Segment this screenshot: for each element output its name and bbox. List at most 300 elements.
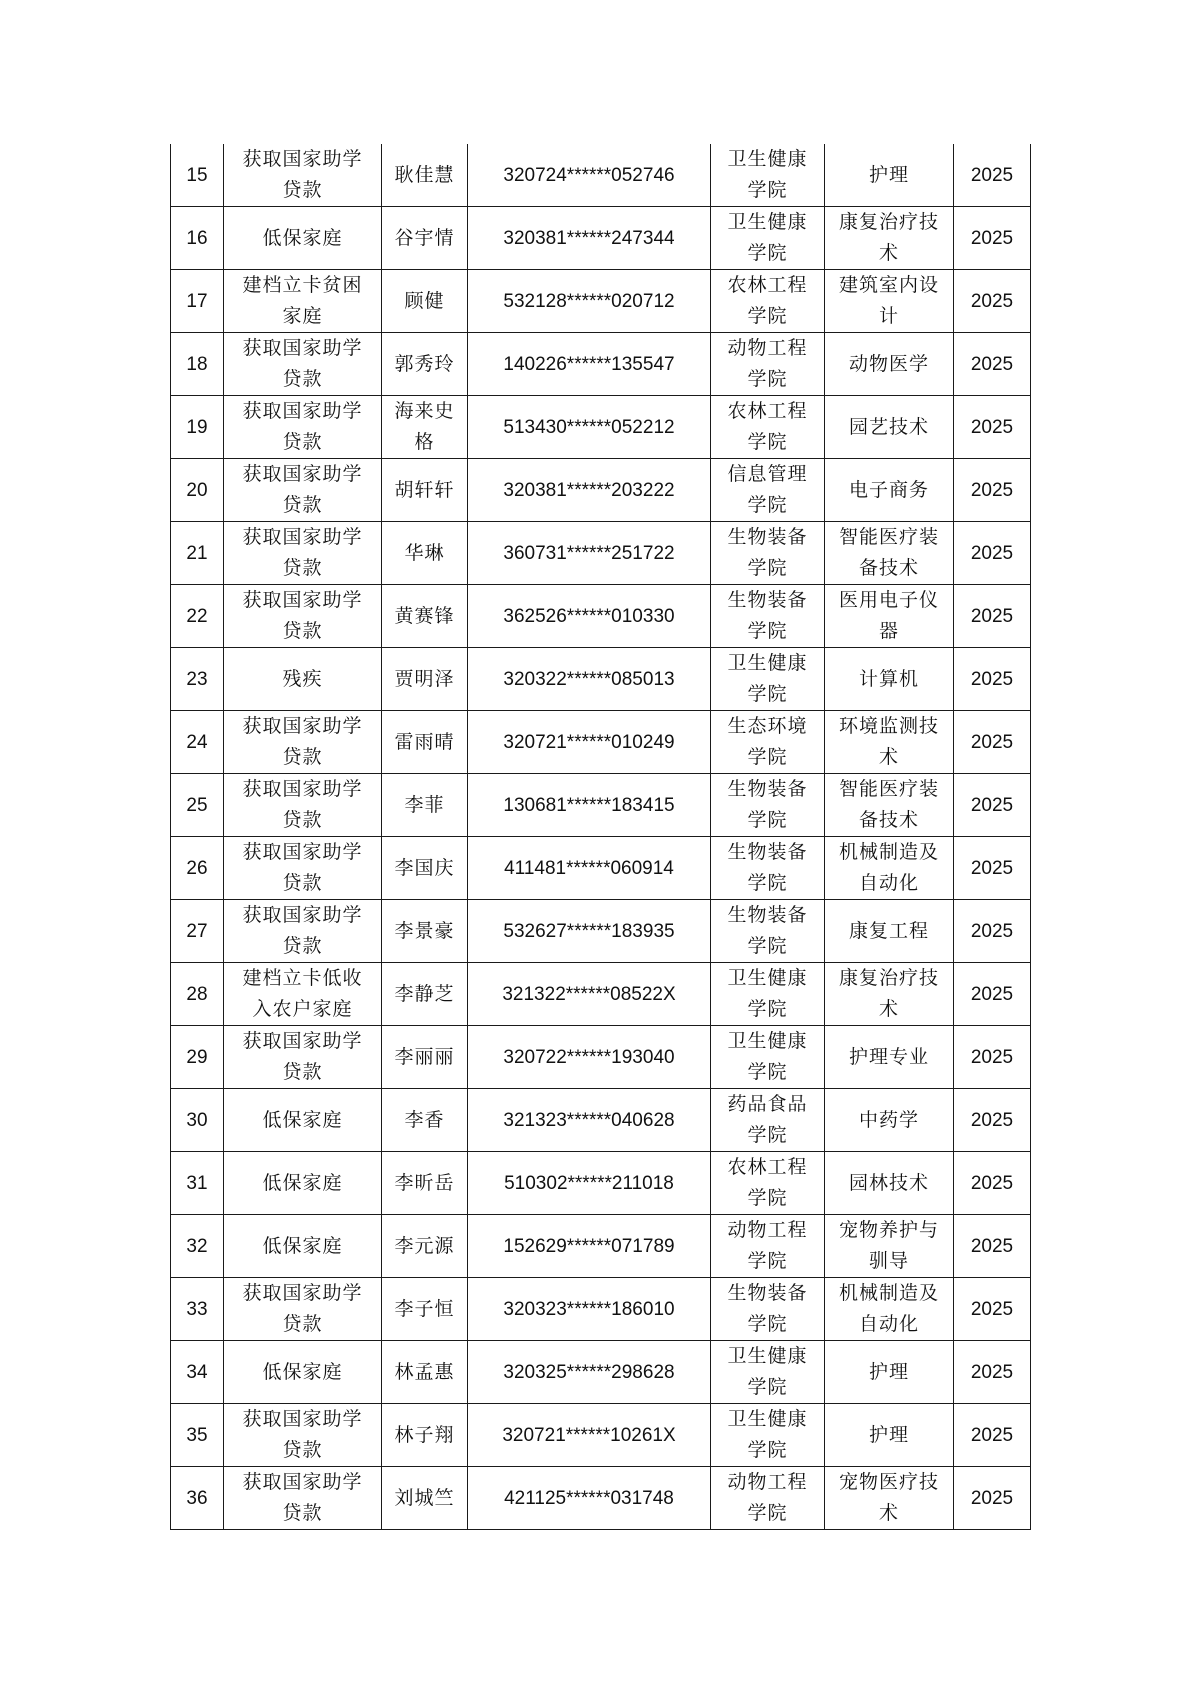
major-line: 术 bbox=[878, 998, 899, 1020]
id-number-cell: 510302******211018 bbox=[468, 1152, 711, 1215]
id-number-cell: 320722******193040 bbox=[468, 1026, 711, 1089]
college-line: 学院 bbox=[747, 1187, 788, 1209]
seq-cell: 27 bbox=[171, 900, 224, 963]
seq-cell: 20 bbox=[171, 459, 224, 522]
category-cell bbox=[224, 1341, 382, 1404]
major-line: 自动化 bbox=[858, 1313, 919, 1335]
category-cell bbox=[224, 270, 382, 333]
college-line: 学院 bbox=[747, 683, 788, 705]
college-cell bbox=[711, 1152, 825, 1215]
year-cell: 2025 bbox=[954, 1152, 1031, 1215]
name-cell bbox=[382, 522, 468, 585]
major-line: 电子商务 bbox=[848, 478, 929, 501]
category-line: 家庭 bbox=[282, 305, 323, 327]
seq-cell: 23 bbox=[171, 648, 224, 711]
category-line: 残疾 bbox=[282, 667, 323, 690]
name-line: 林孟惠 bbox=[394, 1360, 455, 1383]
category-line: 低保家庭 bbox=[262, 1360, 343, 1383]
category-line: 低保家庭 bbox=[262, 1171, 343, 1194]
category-cell bbox=[224, 1089, 382, 1152]
major-cell bbox=[825, 207, 954, 270]
college-line: 学院 bbox=[747, 1250, 788, 1272]
college-cell bbox=[711, 396, 825, 459]
name-line: 李香 bbox=[404, 1108, 445, 1131]
year-cell: 2025 bbox=[954, 522, 1031, 585]
table-row bbox=[171, 1404, 1031, 1467]
college-line: 生物装备 bbox=[727, 841, 808, 863]
college-cell bbox=[711, 1278, 825, 1341]
year-cell: 2025 bbox=[954, 396, 1031, 459]
table-row bbox=[171, 711, 1031, 774]
category-cell bbox=[224, 585, 382, 648]
category-line: 获取国家助学 bbox=[242, 778, 363, 800]
college-line: 卫生健康 bbox=[727, 148, 808, 170]
category-line: 获取国家助学 bbox=[242, 526, 363, 548]
id-number-cell: 411481******060914 bbox=[468, 837, 711, 900]
college-line: 药品食品 bbox=[727, 1093, 808, 1115]
major-cell bbox=[825, 396, 954, 459]
major-line: 康复治疗技 bbox=[838, 967, 939, 989]
seq-cell: 34 bbox=[171, 1341, 224, 1404]
college-line: 生物装备 bbox=[727, 778, 808, 800]
category-cell bbox=[224, 1215, 382, 1278]
name-cell bbox=[382, 1215, 468, 1278]
college-line: 学院 bbox=[747, 1061, 788, 1083]
college-line: 学院 bbox=[747, 1124, 788, 1146]
id-number-cell: 320325******298628 bbox=[468, 1341, 711, 1404]
id-number-cell: 320721******010249 bbox=[468, 711, 711, 774]
category-line: 贷款 bbox=[282, 1313, 323, 1335]
category-line: 获取国家助学 bbox=[242, 148, 363, 170]
name-line: 李子恒 bbox=[394, 1297, 455, 1320]
major-line: 建筑室内设 bbox=[838, 274, 939, 296]
category-cell bbox=[224, 459, 382, 522]
category-line: 低保家庭 bbox=[262, 1108, 343, 1131]
category-cell bbox=[224, 1278, 382, 1341]
name-cell bbox=[382, 459, 468, 522]
category-cell bbox=[224, 207, 382, 270]
college-line: 学院 bbox=[747, 431, 788, 453]
table-row bbox=[171, 774, 1031, 837]
category-line: 贷款 bbox=[282, 179, 323, 201]
table-row bbox=[171, 1089, 1031, 1152]
major-cell bbox=[825, 711, 954, 774]
category-line: 获取国家助学 bbox=[242, 1408, 363, 1430]
college-line: 农林工程 bbox=[727, 400, 808, 422]
category-cell bbox=[224, 837, 382, 900]
major-line: 备技术 bbox=[858, 809, 919, 831]
category-line: 获取国家助学 bbox=[242, 1471, 363, 1493]
college-cell bbox=[711, 522, 825, 585]
name-line: 刘城竺 bbox=[394, 1486, 455, 1509]
id-number-cell: 513430******052212 bbox=[468, 396, 711, 459]
table-body bbox=[171, 144, 1031, 1530]
name-line: 耿佳慧 bbox=[394, 163, 455, 186]
seq-cell: 36 bbox=[171, 1467, 224, 1530]
id-number-cell: 421125******031748 bbox=[468, 1467, 711, 1530]
major-line: 康复治疗技 bbox=[838, 211, 939, 233]
college-cell bbox=[711, 1215, 825, 1278]
major-line: 驯导 bbox=[868, 1250, 909, 1272]
major-line: 园艺技术 bbox=[848, 415, 929, 438]
category-line: 获取国家助学 bbox=[242, 400, 363, 422]
seq-cell: 25 bbox=[171, 774, 224, 837]
name-cell bbox=[382, 585, 468, 648]
id-number-cell: 532128******020712 bbox=[468, 270, 711, 333]
name-cell bbox=[382, 774, 468, 837]
year-cell: 2025 bbox=[954, 144, 1031, 207]
table-row bbox=[171, 1278, 1031, 1341]
college-line: 卫生健康 bbox=[727, 1030, 808, 1052]
table-row bbox=[171, 1341, 1031, 1404]
category-line: 贷款 bbox=[282, 368, 323, 390]
table-row bbox=[171, 1026, 1031, 1089]
year-cell: 2025 bbox=[954, 1278, 1031, 1341]
major-cell bbox=[825, 459, 954, 522]
id-number-cell: 320322******085013 bbox=[468, 648, 711, 711]
name-cell bbox=[382, 837, 468, 900]
major-cell bbox=[825, 1089, 954, 1152]
year-cell: 2025 bbox=[954, 1026, 1031, 1089]
id-number-cell: 362526******010330 bbox=[468, 585, 711, 648]
college-cell bbox=[711, 270, 825, 333]
name-cell bbox=[382, 1152, 468, 1215]
seq-cell: 18 bbox=[171, 333, 224, 396]
college-line: 学院 bbox=[747, 1376, 788, 1398]
college-line: 学院 bbox=[747, 557, 788, 579]
college-line: 学院 bbox=[747, 872, 788, 894]
seq-cell: 30 bbox=[171, 1089, 224, 1152]
category-line: 贷款 bbox=[282, 935, 323, 957]
major-cell bbox=[825, 1404, 954, 1467]
college-line: 生物装备 bbox=[727, 526, 808, 548]
major-line: 动物医学 bbox=[848, 352, 929, 375]
major-cell bbox=[825, 1215, 954, 1278]
major-line: 术 bbox=[878, 1502, 899, 1524]
table-row bbox=[171, 963, 1031, 1026]
college-cell bbox=[711, 1341, 825, 1404]
category-line: 贷款 bbox=[282, 557, 323, 579]
college-line: 卫生健康 bbox=[727, 1345, 808, 1367]
table-row bbox=[171, 900, 1031, 963]
category-cell bbox=[224, 396, 382, 459]
category-line: 低保家庭 bbox=[262, 1234, 343, 1257]
name-cell bbox=[382, 711, 468, 774]
id-number-cell: 320721******10261X bbox=[468, 1404, 711, 1467]
category-line: 贷款 bbox=[282, 1061, 323, 1083]
id-number-cell: 532627******183935 bbox=[468, 900, 711, 963]
college-line: 卫生健康 bbox=[727, 967, 808, 989]
category-line: 贷款 bbox=[282, 809, 323, 831]
name-cell bbox=[382, 270, 468, 333]
category-cell bbox=[224, 963, 382, 1026]
seq-cell: 19 bbox=[171, 396, 224, 459]
seq-cell: 32 bbox=[171, 1215, 224, 1278]
name-cell bbox=[382, 900, 468, 963]
major-line: 医用电子仪 bbox=[838, 589, 939, 611]
year-cell: 2025 bbox=[954, 711, 1031, 774]
name-line: 李丽丽 bbox=[394, 1045, 455, 1068]
seq-cell: 21 bbox=[171, 522, 224, 585]
table-row bbox=[171, 585, 1031, 648]
id-number-cell: 320724******052746 bbox=[468, 144, 711, 207]
major-line: 术 bbox=[878, 242, 899, 264]
major-line: 康复工程 bbox=[848, 919, 929, 942]
year-cell: 2025 bbox=[954, 1341, 1031, 1404]
category-cell bbox=[224, 711, 382, 774]
id-number-cell: 320323******186010 bbox=[468, 1278, 711, 1341]
college-line: 农林工程 bbox=[727, 1156, 808, 1178]
seq-cell: 22 bbox=[171, 585, 224, 648]
major-line: 计 bbox=[878, 305, 899, 327]
seq-cell: 26 bbox=[171, 837, 224, 900]
name-line: 李元源 bbox=[394, 1234, 455, 1257]
major-cell bbox=[825, 963, 954, 1026]
year-cell: 2025 bbox=[954, 963, 1031, 1026]
major-line: 机械制造及 bbox=[838, 1282, 939, 1304]
table-row bbox=[171, 270, 1031, 333]
seq-cell: 15 bbox=[171, 144, 224, 207]
name-line: 顾健 bbox=[404, 289, 445, 312]
category-line: 建档立卡贫困 bbox=[242, 274, 363, 296]
major-line: 术 bbox=[878, 746, 899, 768]
name-line: 谷宇情 bbox=[394, 226, 455, 249]
college-line: 学院 bbox=[747, 305, 788, 327]
major-line: 计算机 bbox=[858, 667, 919, 690]
id-number-cell: 320381******203222 bbox=[468, 459, 711, 522]
category-line: 获取国家助学 bbox=[242, 841, 363, 863]
name-cell bbox=[382, 207, 468, 270]
id-number-cell: 321322******08522X bbox=[468, 963, 711, 1026]
seq-cell: 24 bbox=[171, 711, 224, 774]
table-row bbox=[171, 648, 1031, 711]
year-cell: 2025 bbox=[954, 648, 1031, 711]
seq-cell: 28 bbox=[171, 963, 224, 1026]
major-cell bbox=[825, 648, 954, 711]
name-line: 贾明泽 bbox=[394, 667, 455, 690]
college-line: 卫生健康 bbox=[727, 211, 808, 233]
college-line: 生物装备 bbox=[727, 904, 808, 926]
seq-cell: 31 bbox=[171, 1152, 224, 1215]
year-cell: 2025 bbox=[954, 459, 1031, 522]
college-line: 学院 bbox=[747, 179, 788, 201]
name-line: 胡轩轩 bbox=[394, 478, 455, 501]
college-line: 卫生健康 bbox=[727, 1408, 808, 1430]
table-row bbox=[171, 1152, 1031, 1215]
name-line: 郭秀玲 bbox=[394, 352, 455, 375]
year-cell: 2025 bbox=[954, 585, 1031, 648]
major-cell bbox=[825, 774, 954, 837]
college-cell bbox=[711, 1404, 825, 1467]
name-cell bbox=[382, 1089, 468, 1152]
major-line: 园林技术 bbox=[848, 1171, 929, 1194]
major-cell bbox=[825, 333, 954, 396]
year-cell: 2025 bbox=[954, 774, 1031, 837]
category-line: 贷款 bbox=[282, 620, 323, 642]
major-line: 智能医疗装 bbox=[838, 778, 939, 800]
category-cell bbox=[224, 1467, 382, 1530]
category-line: 获取国家助学 bbox=[242, 904, 363, 926]
college-line: 学院 bbox=[747, 746, 788, 768]
major-line: 护理专业 bbox=[848, 1045, 929, 1068]
major-cell bbox=[825, 144, 954, 207]
major-line: 宠物养护与 bbox=[838, 1219, 939, 1241]
college-line: 学院 bbox=[747, 620, 788, 642]
name-cell bbox=[382, 1026, 468, 1089]
college-cell bbox=[711, 648, 825, 711]
college-cell bbox=[711, 207, 825, 270]
category-line: 获取国家助学 bbox=[242, 589, 363, 611]
college-cell bbox=[711, 711, 825, 774]
name-line: 华琳 bbox=[404, 541, 445, 564]
category-line: 获取国家助学 bbox=[242, 1282, 363, 1304]
id-number-cell: 140226******135547 bbox=[468, 333, 711, 396]
category-line: 贷款 bbox=[282, 746, 323, 768]
major-cell bbox=[825, 1467, 954, 1530]
seq-cell: 17 bbox=[171, 270, 224, 333]
table-row bbox=[171, 837, 1031, 900]
category-cell bbox=[224, 522, 382, 585]
year-cell: 2025 bbox=[954, 333, 1031, 396]
seq-cell: 16 bbox=[171, 207, 224, 270]
table-row bbox=[171, 333, 1031, 396]
college-cell bbox=[711, 774, 825, 837]
major-line: 护理 bbox=[868, 163, 909, 186]
name-line: 李国庆 bbox=[394, 856, 455, 879]
category-cell bbox=[224, 774, 382, 837]
category-line: 贷款 bbox=[282, 1439, 323, 1461]
category-cell bbox=[224, 900, 382, 963]
major-line: 机械制造及 bbox=[838, 841, 939, 863]
name-line: 雷雨晴 bbox=[394, 730, 455, 753]
name-line: 李菲 bbox=[404, 793, 445, 816]
college-cell bbox=[711, 1467, 825, 1530]
major-line: 宠物医疗技 bbox=[838, 1471, 939, 1493]
table-row bbox=[171, 144, 1031, 207]
year-cell: 2025 bbox=[954, 1404, 1031, 1467]
document-page bbox=[170, 144, 1030, 1530]
college-line: 信息管理 bbox=[727, 463, 808, 485]
college-line: 学院 bbox=[747, 242, 788, 264]
major-cell bbox=[825, 585, 954, 648]
name-cell bbox=[382, 144, 468, 207]
table-row bbox=[171, 1215, 1031, 1278]
college-line: 动物工程 bbox=[727, 1219, 808, 1241]
name-cell bbox=[382, 648, 468, 711]
major-line: 备技术 bbox=[858, 557, 919, 579]
major-cell bbox=[825, 522, 954, 585]
table-row bbox=[171, 522, 1031, 585]
year-cell: 2025 bbox=[954, 1215, 1031, 1278]
college-cell bbox=[711, 900, 825, 963]
category-cell bbox=[224, 333, 382, 396]
category-line: 贷款 bbox=[282, 494, 323, 516]
category-line: 获取国家助学 bbox=[242, 463, 363, 485]
category-cell bbox=[224, 1152, 382, 1215]
major-cell bbox=[825, 1152, 954, 1215]
college-line: 学院 bbox=[747, 935, 788, 957]
college-cell bbox=[711, 585, 825, 648]
name-cell bbox=[382, 963, 468, 1026]
college-line: 动物工程 bbox=[727, 337, 808, 359]
name-cell bbox=[382, 1467, 468, 1530]
major-cell bbox=[825, 1341, 954, 1404]
college-cell bbox=[711, 333, 825, 396]
major-cell bbox=[825, 837, 954, 900]
college-cell bbox=[711, 459, 825, 522]
id-number-cell: 130681******183415 bbox=[468, 774, 711, 837]
major-line: 护理 bbox=[868, 1360, 909, 1383]
college-cell bbox=[711, 1089, 825, 1152]
category-line: 获取国家助学 bbox=[242, 1030, 363, 1052]
college-line: 学院 bbox=[747, 809, 788, 831]
major-cell bbox=[825, 270, 954, 333]
category-line: 获取国家助学 bbox=[242, 715, 363, 737]
major-cell bbox=[825, 1278, 954, 1341]
name-line: 黄赛锋 bbox=[394, 604, 455, 627]
college-line: 生态环境 bbox=[727, 715, 808, 737]
category-cell bbox=[224, 144, 382, 207]
college-line: 学院 bbox=[747, 998, 788, 1020]
college-line: 学院 bbox=[747, 494, 788, 516]
name-cell bbox=[382, 1341, 468, 1404]
id-number-cell: 321323******040628 bbox=[468, 1089, 711, 1152]
college-cell bbox=[711, 963, 825, 1026]
college-line: 生物装备 bbox=[727, 1282, 808, 1304]
name-cell bbox=[382, 333, 468, 396]
name-line: 李静芝 bbox=[394, 982, 455, 1005]
college-cell bbox=[711, 1026, 825, 1089]
name-line: 海来史 bbox=[394, 400, 455, 422]
college-cell bbox=[711, 144, 825, 207]
year-cell: 2025 bbox=[954, 837, 1031, 900]
category-line: 贷款 bbox=[282, 1502, 323, 1524]
category-line: 低保家庭 bbox=[262, 226, 343, 249]
college-line: 学院 bbox=[747, 1439, 788, 1461]
college-line: 动物工程 bbox=[727, 1471, 808, 1493]
major-line: 智能医疗装 bbox=[838, 526, 939, 548]
year-cell: 2025 bbox=[954, 270, 1031, 333]
category-cell bbox=[224, 1026, 382, 1089]
category-line: 贷款 bbox=[282, 431, 323, 453]
table-row bbox=[171, 207, 1031, 270]
year-cell: 2025 bbox=[954, 900, 1031, 963]
name-cell bbox=[382, 1404, 468, 1467]
seq-cell: 35 bbox=[171, 1404, 224, 1467]
major-line: 环境监测技 bbox=[838, 715, 939, 737]
year-cell: 2025 bbox=[954, 1089, 1031, 1152]
year-cell: 2025 bbox=[954, 1467, 1031, 1530]
name-line: 李昕岳 bbox=[394, 1171, 455, 1194]
major-cell bbox=[825, 1026, 954, 1089]
category-line: 贷款 bbox=[282, 872, 323, 894]
college-line: 学院 bbox=[747, 1502, 788, 1524]
college-line: 农林工程 bbox=[727, 274, 808, 296]
seq-cell: 29 bbox=[171, 1026, 224, 1089]
college-line: 学院 bbox=[747, 1313, 788, 1335]
table-row bbox=[171, 459, 1031, 522]
category-line: 入农户家庭 bbox=[252, 998, 353, 1020]
college-line: 生物装备 bbox=[727, 589, 808, 611]
category-line: 建档立卡低收 bbox=[242, 967, 363, 989]
year-cell: 2025 bbox=[954, 207, 1031, 270]
category-cell bbox=[224, 648, 382, 711]
name-cell bbox=[382, 396, 468, 459]
student-roster-table bbox=[170, 144, 1031, 1530]
table-row bbox=[171, 396, 1031, 459]
name-line: 李景豪 bbox=[394, 919, 455, 942]
major-line: 中药学 bbox=[858, 1108, 919, 1131]
